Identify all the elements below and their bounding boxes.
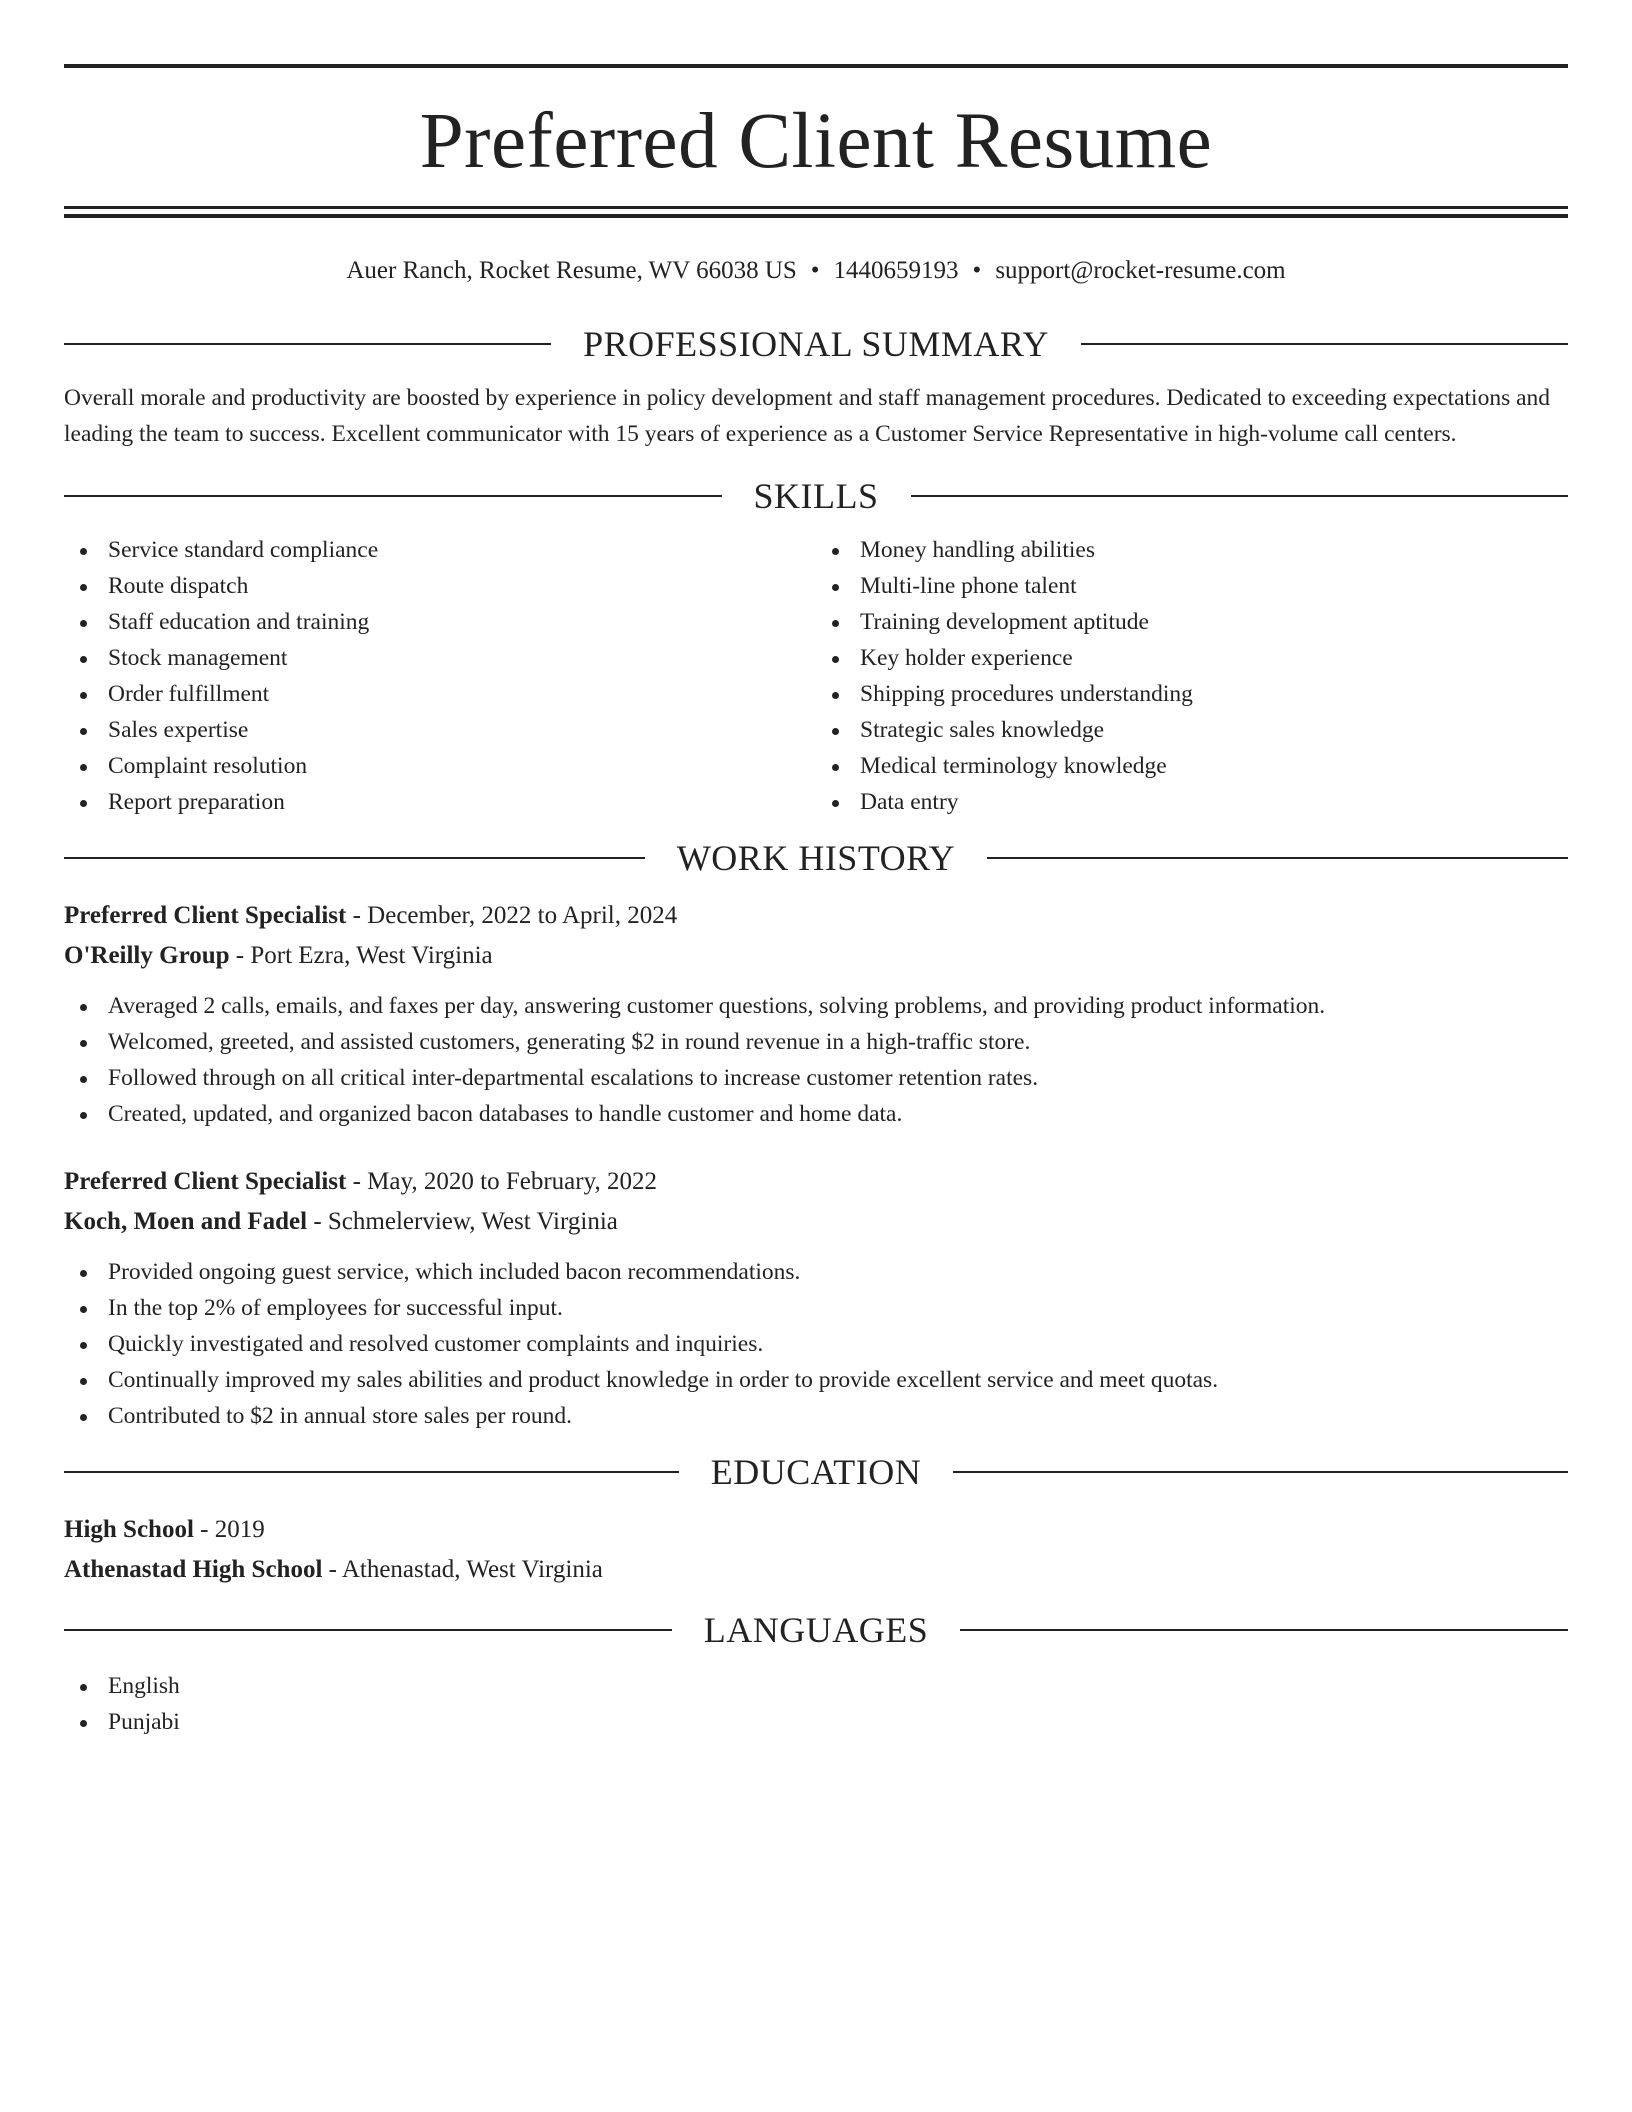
skill-item: Complaint resolution bbox=[64, 748, 816, 784]
skill-item: Service standard compliance bbox=[64, 532, 816, 568]
job-duties bbox=[64, 1254, 1568, 1434]
job-duty: Followed through on all critical inter-departmental escalations to increase customer retention rates. bbox=[64, 1060, 1568, 1096]
education-school: Athenastad High School bbox=[64, 1556, 323, 1583]
job-dates: - December, 2022 to April, 2024 bbox=[346, 902, 678, 929]
education-degree: High School bbox=[64, 1516, 194, 1543]
section-heading-education bbox=[64, 1450, 1568, 1494]
contact-address: Auer Ranch, Rocket Resume, WV 66038 US bbox=[346, 257, 797, 284]
heading-rule bbox=[64, 495, 722, 497]
job-title: Preferred Client Specialist bbox=[64, 902, 347, 929]
summary-text: Overall morale and productivity are boosted by experience in policy development and staff management procedures. Dedicated to exceeding expectations and leading the team to success. Excellent communicator with 15 years of experience as a Customer Service Representative in high-volume call centers. bbox=[64, 385, 1551, 447]
section-title: PROFESSIONAL SUMMARY bbox=[583, 324, 1049, 364]
heading-rule bbox=[960, 1629, 1568, 1631]
top-rule bbox=[64, 64, 1568, 68]
heading-rule bbox=[953, 1471, 1568, 1473]
heading-rule bbox=[1081, 343, 1568, 345]
skill-item: Strategic sales knowledge bbox=[816, 712, 1568, 748]
job-dates: - May, 2020 to February, 2022 bbox=[346, 1168, 657, 1195]
skills-list bbox=[64, 532, 1568, 820]
heading-rule bbox=[64, 857, 645, 859]
education-entry bbox=[64, 1510, 1568, 1590]
job-duty: Quickly investigated and resolved customer complaints and inquiries. bbox=[64, 1326, 1568, 1362]
contact-separator: • bbox=[972, 257, 982, 284]
skills-column-right bbox=[816, 532, 1568, 820]
languages-list bbox=[64, 1668, 1568, 1740]
skill-item: Shipping procedures understanding bbox=[816, 676, 1568, 712]
section-title: EDUCATION bbox=[710, 1452, 922, 1492]
job-location: - Port Ezra, West Virginia bbox=[229, 942, 493, 969]
skill-item: Data entry bbox=[816, 784, 1568, 820]
skill-item: Medical terminology knowledge bbox=[816, 748, 1568, 784]
contact-separator: • bbox=[810, 257, 820, 284]
skill-item: Stock management bbox=[64, 640, 816, 676]
job-duty: Provided ongoing guest service, which included bacon recommendations. bbox=[64, 1254, 1568, 1290]
job-company: O'Reilly Group bbox=[64, 942, 230, 969]
skill-item: Route dispatch bbox=[64, 568, 816, 604]
job-entry bbox=[64, 1162, 1568, 1434]
education-school-line bbox=[64, 1550, 1568, 1590]
contact-email: support@rocket-resume.com bbox=[995, 257, 1286, 284]
skills-column-left bbox=[64, 532, 816, 820]
job-company: Koch, Moen and Fadel bbox=[64, 1208, 308, 1235]
job-duty: In the top 2% of employees for successful input. bbox=[64, 1290, 1568, 1326]
skill-item: Order fulfillment bbox=[64, 676, 816, 712]
resume-title: Preferred Client Resume bbox=[419, 98, 1213, 185]
heading-rule bbox=[987, 857, 1568, 859]
section-heading-skills bbox=[64, 474, 1568, 518]
skill-item: Key holder experience bbox=[816, 640, 1568, 676]
skill-item: Sales expertise bbox=[64, 712, 816, 748]
contact-phone: 1440659193 bbox=[833, 257, 959, 284]
job-company-line bbox=[64, 1202, 1568, 1242]
job-duties bbox=[64, 988, 1568, 1132]
job-duty: Created, updated, and organized bacon databases to handle customer and home data. bbox=[64, 1096, 1568, 1132]
skill-item: Training development aptitude bbox=[816, 604, 1568, 640]
job-company-line bbox=[64, 936, 1568, 976]
contact-info bbox=[64, 254, 1568, 288]
job-entry bbox=[64, 896, 1568, 1132]
heading-rule bbox=[64, 1471, 679, 1473]
section-heading-work-history bbox=[64, 836, 1568, 880]
section-title: WORK HISTORY bbox=[676, 838, 956, 878]
heading-rule bbox=[64, 1629, 672, 1631]
language-item: English bbox=[64, 1668, 1568, 1704]
job-duty: Continually improved my sales abilities and product knowledge in order to provide excellent service and meet quotas. bbox=[64, 1362, 1568, 1398]
job-title-line bbox=[64, 896, 1568, 936]
job-title-line bbox=[64, 1162, 1568, 1202]
job-title: Preferred Client Specialist bbox=[64, 1168, 347, 1195]
education-degree-line bbox=[64, 1510, 1568, 1550]
section-title: SKILLS bbox=[753, 476, 879, 516]
job-location: - Schmelerview, West Virginia bbox=[307, 1208, 618, 1235]
skill-item: Money handling abilities bbox=[816, 532, 1568, 568]
section-heading-summary bbox=[64, 322, 1568, 366]
section-title: LANGUAGES bbox=[703, 1610, 929, 1650]
heading-rule bbox=[911, 495, 1569, 497]
title-double-rule bbox=[64, 206, 1568, 218]
job-duty: Contributed to $2 in annual store sales per round. bbox=[64, 1398, 1568, 1434]
job-duty: Averaged 2 calls, emails, and faxes per day, answering customer questions, solving problems, and providing product information. bbox=[64, 988, 1568, 1024]
job-duty: Welcomed, greeted, and assisted customers, generating $2 in round revenue in a high-traffic store. bbox=[64, 1024, 1568, 1060]
skill-item: Multi-line phone talent bbox=[816, 568, 1568, 604]
education-location: - Athenastad, West Virginia bbox=[322, 1556, 603, 1583]
heading-rule bbox=[64, 343, 551, 345]
skill-item: Report preparation bbox=[64, 784, 816, 820]
education-year: - 2019 bbox=[193, 1516, 265, 1543]
section-heading-languages bbox=[64, 1608, 1568, 1652]
language-item: Punjabi bbox=[64, 1704, 1568, 1740]
skill-item: Staff education and training bbox=[64, 604, 816, 640]
